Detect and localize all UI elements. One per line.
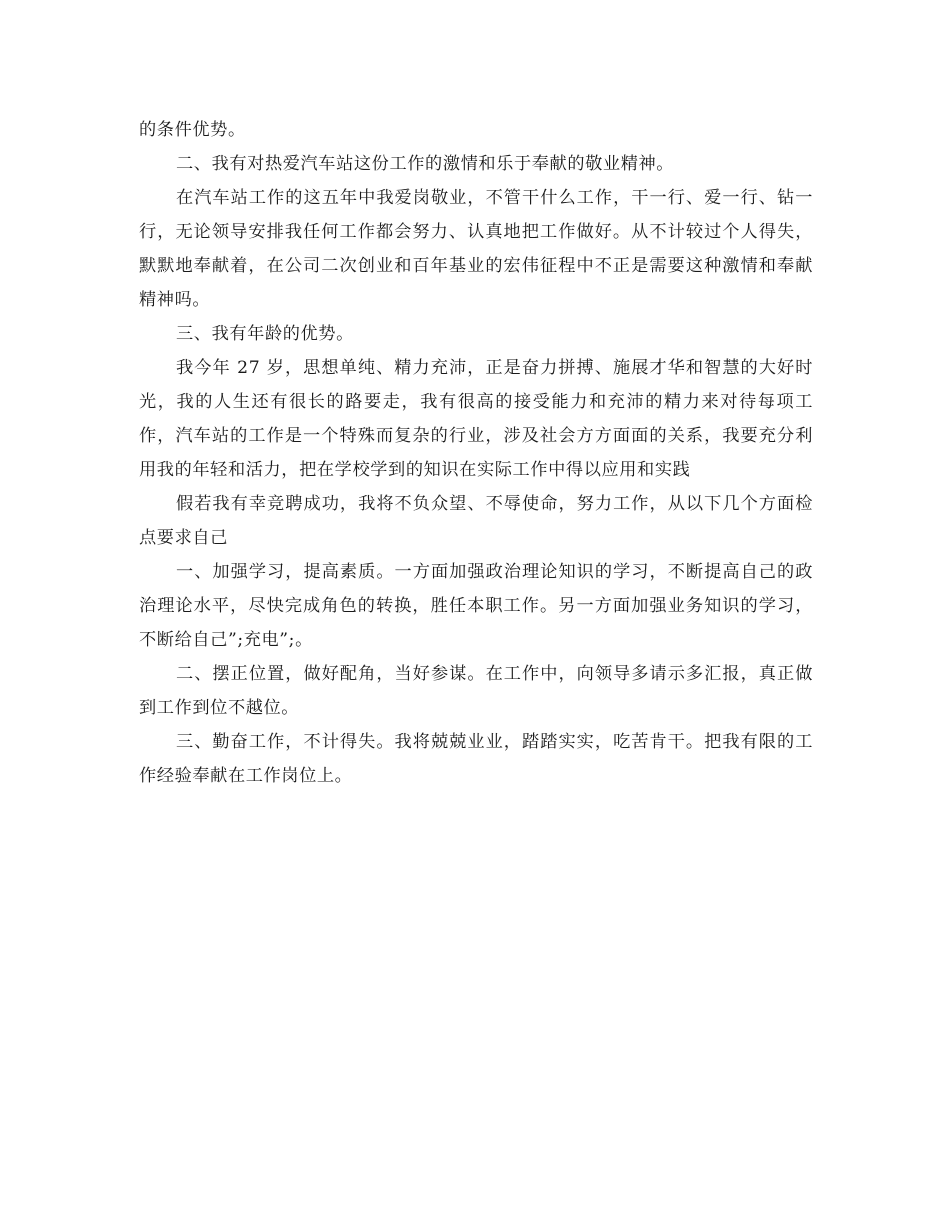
paragraph-commitment: 假若我有幸竞聘成功，我将不负众望、不辱使命，努力工作，从以下几个方面检点要求自己	[139, 494, 813, 548]
paragraph-dedication: 在汽车站工作的这五年中我爱岗敬业，不管干什么工作，干一行、爱一行、钻一行，无论领导安排我任何工作都会努力、认真地把工作做好。从不计较过个人得失，默默地奉献着，在公司二次创业和百年基业的宏伟征程中不正是需要这种激情和奉献精神吗。	[139, 188, 813, 310]
paragraph-continuation: 的条件优势。	[139, 120, 246, 140]
paragraph-diligence: 三、勤奋工作，不计得失。我将兢兢业业，踏踏实实，吃苦肯干。把我有限的工作经验奉献在工作岗位上。	[139, 732, 813, 786]
paragraph-heading-age: 三、我有年龄的优势。	[176, 324, 354, 344]
paragraph-age-advantage: 我今年 27 岁，思想单纯、精力充沛，正是奋力拼搏、施展才华和智慧的大好时光，我的人生还有很长的路要走，我有很高的接受能力和充沛的精力来对待每项工作，汽车站的工作是一个特殊而复杂的行业，涉及社会方方面面的关系，我要充分利用我的年轻和活力，把在学校学到的知识在实际工作中得以应用和实践	[139, 358, 813, 480]
document-body	[139, 113, 813, 793]
paragraph-study: 一、加强学习，提高素质。一方面加强政治理论知识的学习，不断提高自己的政治理论水平，尽快完成角色的转换，胜任本职工作。另一方面加强业务知识的学习，不断给自己”;充电”;。	[139, 562, 813, 650]
paragraph-heading-passion: 二、我有对热爱汽车站这份工作的激情和乐于奉献的敬业精神。	[176, 154, 675, 174]
paragraph-position: 二、摆正位置，做好配角，当好参谋。在工作中，向领导多请示多汇报，真正做到工作到位不越位。	[139, 664, 813, 718]
